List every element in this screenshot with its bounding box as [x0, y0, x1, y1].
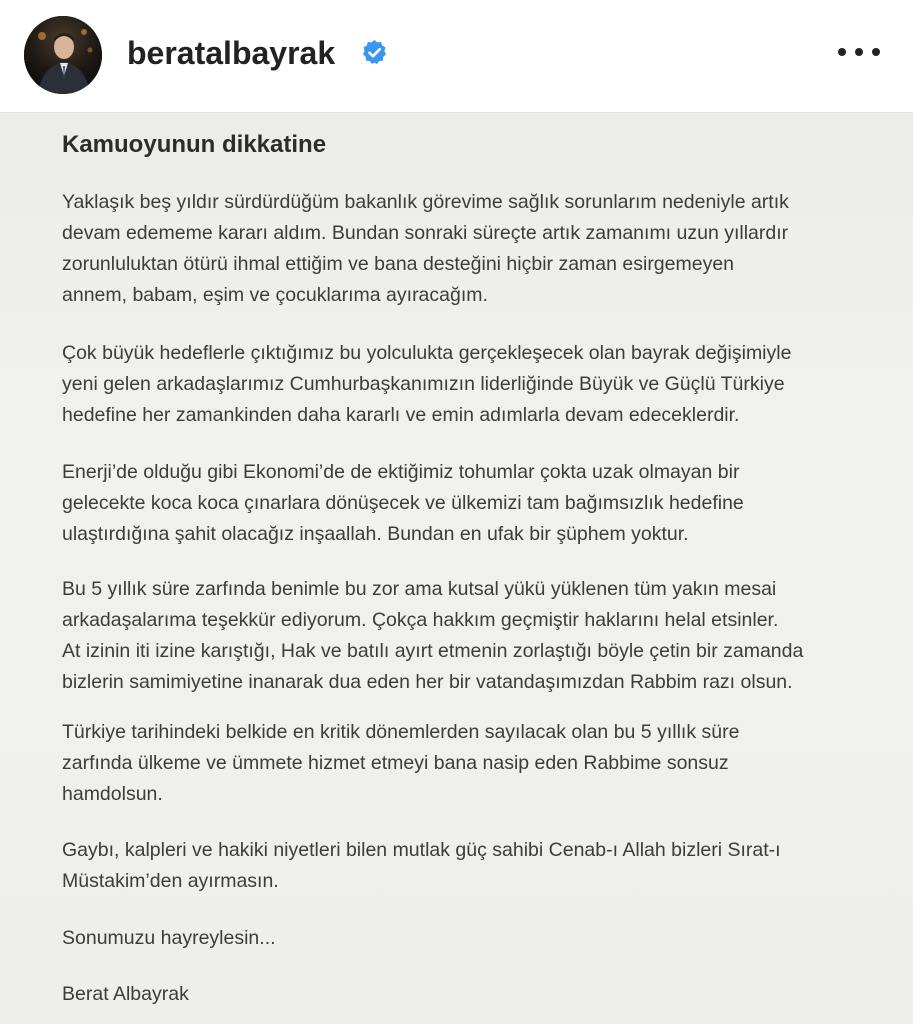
text-line: Çok büyük hedeflerle çıktığımız bu yolculukta gerçekleşecek olan bayrak değişimiyle	[62, 342, 792, 364]
paragraph-5	[62, 717, 862, 810]
text-line: Türkiye tarihindeki belkide en kritik dönemlerden sayılacak olan bu 5 yıllık süre	[62, 721, 740, 743]
paragraph-1	[62, 187, 862, 311]
text-line: bizlerin samimiyetine inanarak dua eden her bir vatandaşımızdan Rabbim razı olsun.	[62, 671, 793, 693]
text-line: Gaybı, kalpleri ve hakiki niyetleri bilen mutlak güç sahibi Cenab-ı Allah bizleri Sırat-ı	[62, 839, 781, 861]
text-line: At izinin iti izine karıştığı, Hak ve batılı ayırt etmenin zorlaştığı böyle çetin bir zamanda	[62, 640, 804, 662]
paragraph-6	[62, 835, 862, 897]
text-line: Sonumuzu hayreylesin...	[62, 927, 276, 949]
text-line: Bu 5 yıllık süre zarfında benimle bu zor ama kutsal yükü yüklenen tüm yakın mesai	[62, 578, 777, 600]
text-line: hamdolsun.	[62, 783, 163, 805]
text-line: Yaklaşık beş yıldır sürdürdüğüm bakanlık görevime sağlık sorunlarım nedeniyle artık	[62, 191, 789, 213]
paragraph-4	[62, 574, 862, 698]
post-image	[0, 113, 913, 1024]
text-line: devam edememe kararı aldım. Bundan sonraki süreçte artık zamanımı uzun yıllardır	[62, 222, 789, 244]
text-line: zorunluluktan ötürü ihmal ettiğim ve bana desteğini hiçbir zaman esirgemeyen	[62, 253, 735, 275]
post-header	[0, 0, 913, 113]
dot	[872, 48, 880, 56]
avatar-photo-icon	[24, 16, 102, 94]
text-line: Berat Albayrak	[62, 983, 189, 1005]
text-line: arkadaşalarıma teşekkür ediyorum. Çokça hakkım geçmiştir haklarını helal etsinler.	[62, 609, 779, 631]
text-line: ulaştırdığına şahit olacağız inşaallah. Bundan en ufak bir şüphem yoktur.	[62, 523, 689, 545]
text-line: Enerji’de olduğu gibi Ekonomi’de de ektiğimiz tohumlar çokta uzak olmayan bir	[62, 461, 740, 483]
dot	[838, 48, 846, 56]
text-line: Müstakim’den ayırmasın.	[62, 870, 279, 892]
text-line: hedefine her zamankinden daha kararlı ve emin adımlarla devam edeceklerdir.	[62, 404, 740, 426]
text-line: yeni gelen arkadaşlarımız Cumhurbaşkanımızın liderliğinde Büyük ve Güçlü Türkiye	[62, 373, 785, 395]
signature	[62, 979, 862, 1010]
text-line: zarfında ülkeme ve ümmete hizmet etmeyi bana nasip eden Rabbime sonsuz	[62, 752, 729, 774]
verified-badge-icon	[361, 39, 388, 66]
paragraph-3	[62, 457, 862, 550]
profile-avatar[interactable]	[24, 16, 102, 94]
username[interactable]: beratalbayrak	[127, 35, 336, 71]
paragraph-2	[62, 338, 862, 431]
more-options-icon[interactable]	[838, 38, 880, 66]
text-line: annem, babam, eşim ve çocuklarıma ayıracağım.	[62, 284, 488, 306]
paragraph-7	[62, 923, 862, 954]
post-title: Kamuoyunun dikkatine	[62, 131, 327, 158]
dot	[855, 48, 863, 56]
text-line: gelecekte koca koca çınarlara dönüşecek ve ülkemizi tam bağımsızlık hedefine	[62, 492, 744, 514]
